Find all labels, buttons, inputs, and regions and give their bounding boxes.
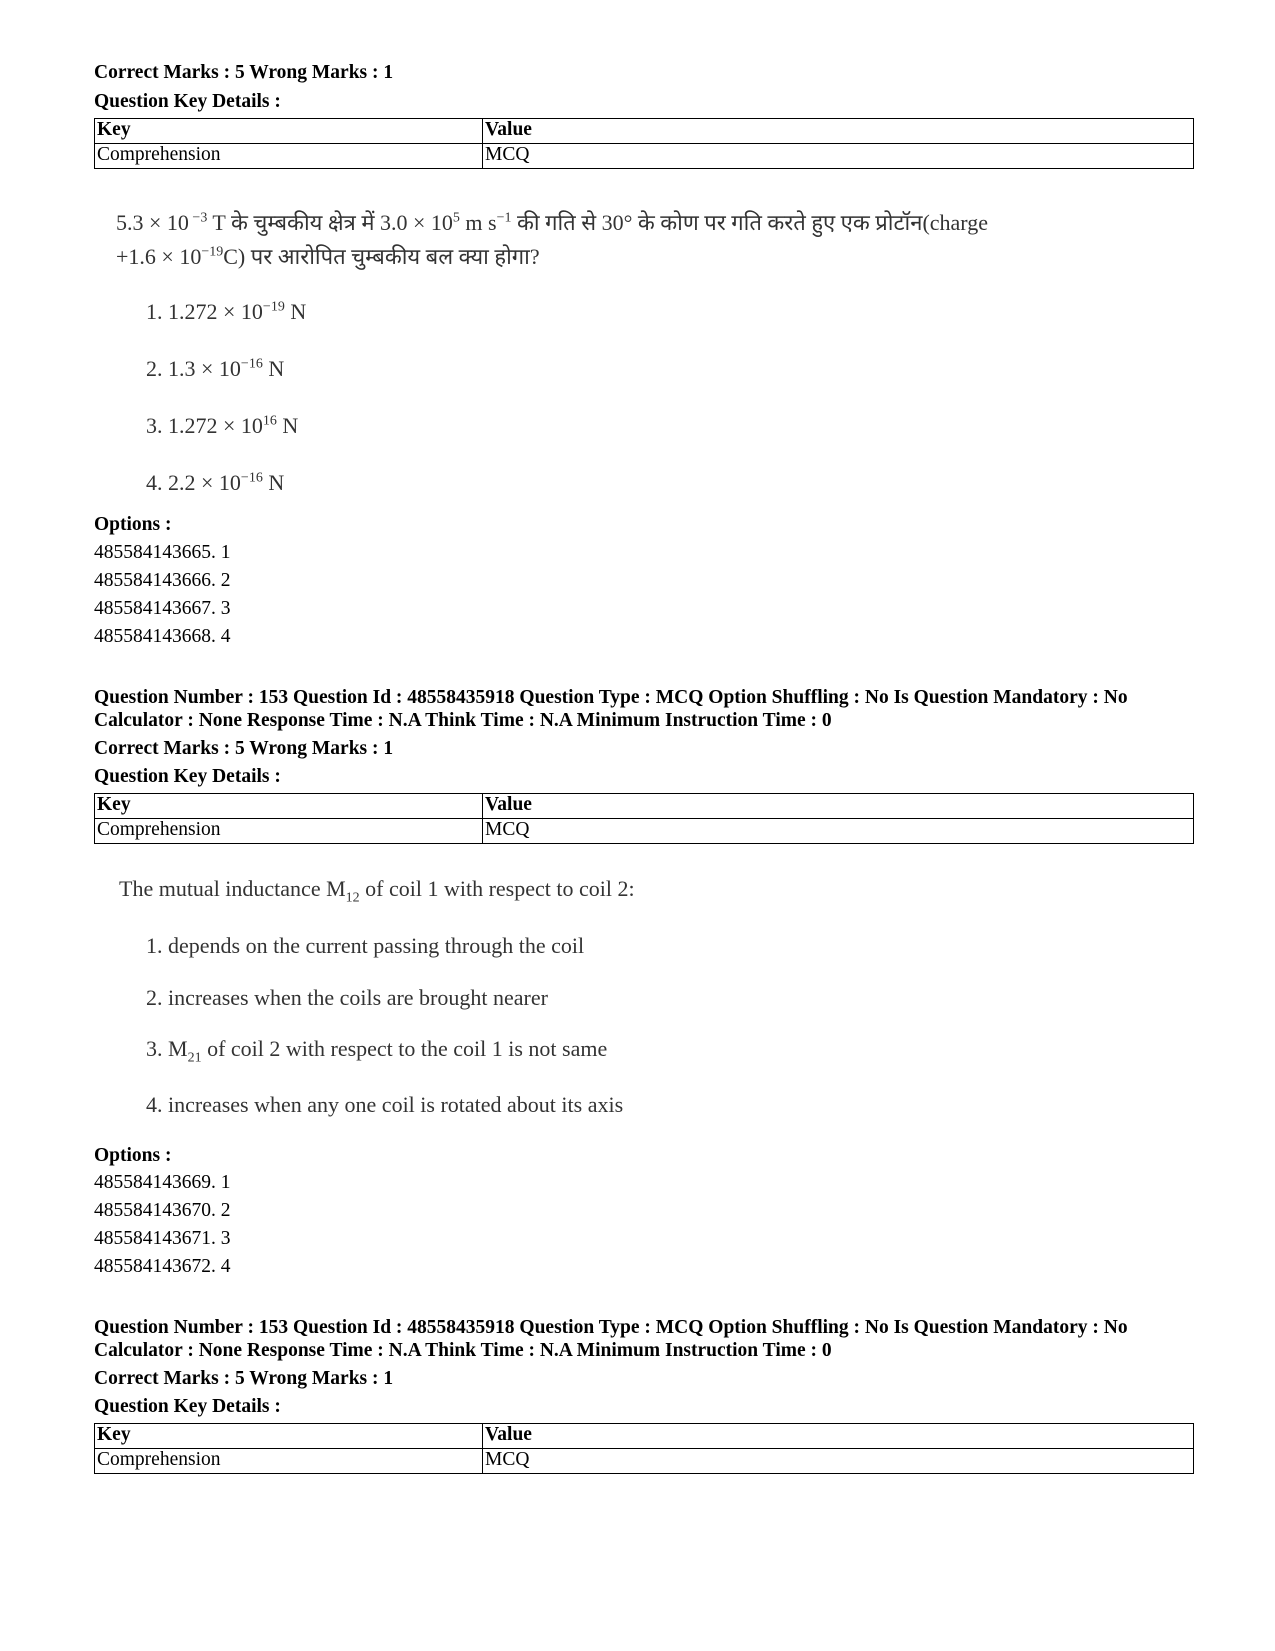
question-choice: 3. $M_{21}$ of coil 2 with respect to the coil 1 is not same <box>146 1036 608 1066</box>
question-choice: 4. increases when any one coil is rotated about its axis <box>146 1092 624 1117</box>
key-details-table <box>94 793 1194 844</box>
option-item: 485584143666. 2 <box>94 570 231 591</box>
question-choice: 2. increases when the coils are brought nearer <box>146 985 548 1010</box>
table-cell-value: MCQ <box>483 819 1194 844</box>
table-cell-value: MCQ <box>483 1449 1194 1474</box>
table-cell-value: MCQ <box>483 144 1194 169</box>
options-label: Options : <box>94 514 172 535</box>
table-cell-key: Comprehension <box>95 819 483 844</box>
question-text-line-2: $+1.6 \times 10^{-19}C$) पर आरोपित चुम्बकीय बल क्या होगा? <box>116 244 540 269</box>
question-choice: 2. $1.3 \times 10^{-16}$ N <box>146 356 285 381</box>
question-choice: 1. $1.272 \times 10^{-19}$ N <box>146 299 307 324</box>
option-item: 485584143672. 4 <box>94 1256 231 1277</box>
key-details-table <box>94 1423 1194 1474</box>
option-item: 485584143668. 4 <box>94 626 231 647</box>
option-item: 485584143665. 1 <box>94 542 231 563</box>
table-header-key: Key <box>95 1424 483 1449</box>
table-header-value: Value <box>483 794 1194 819</box>
key-details-label: Question Key Details : <box>94 1396 281 1417</box>
options-label: Options : <box>94 1145 172 1166</box>
key-details-label: Question Key Details : <box>94 766 281 787</box>
question-choice: 4. $2.2 \times 10^{-16}$ N <box>146 470 285 495</box>
option-item: 485584143667. 3 <box>94 598 231 619</box>
key-details-label: Question Key Details : <box>94 91 281 112</box>
question-choice: 3. $1.272 \times 10^{16}$ N <box>146 413 299 438</box>
marks-line: Correct Marks : 5 Wrong Marks : 1 <box>94 738 394 759</box>
question-text: The mutual inductance $M_{12}$ of coil 1 with respect to coil 2: <box>119 876 635 906</box>
question-text-line-1: 5.3 × 10 $^{-3}$ T के चुम्बकीय क्षेत्र में $3.0 \times 10^5$ m $s^{-1}$ की गति से 30° के कोण पर गति करते हुए एक प्रोटॉन(charge <box>116 210 988 235</box>
marks-line: Correct Marks : 5 Wrong Marks : 1 <box>94 62 394 83</box>
option-item: 485584143671. 3 <box>94 1228 231 1249</box>
table-header-value: Value <box>483 119 1194 144</box>
table-header-key: Key <box>95 119 483 144</box>
question-meta: Question Number : 153 Question Id : 48558435918 Question Type : MCQ Option Shuffling : No Is Question Mandatory : No Calculator : None Response Time : N.A Think Time : N.A Minimum Instruction Time : 0 <box>94 687 1128 731</box>
question-choice: 1. depends on the current passing through the coil <box>146 933 585 958</box>
table-cell-key: Comprehension <box>95 1449 483 1474</box>
marks-line: Correct Marks : 5 Wrong Marks : 1 <box>94 1368 394 1389</box>
table-cell-key: Comprehension <box>95 144 483 169</box>
option-item: 485584143670. 2 <box>94 1200 231 1221</box>
option-item: 485584143669. 1 <box>94 1172 231 1193</box>
table-header-key: Key <box>95 794 483 819</box>
table-header-value: Value <box>483 1424 1194 1449</box>
key-details-table <box>94 118 1194 169</box>
question-meta: Question Number : 153 Question Id : 48558435918 Question Type : MCQ Option Shuffling : No Is Question Mandatory : No Calculator : None Response Time : N.A Think Time : N.A Minimum Instruction Time : 0 <box>94 1317 1128 1361</box>
